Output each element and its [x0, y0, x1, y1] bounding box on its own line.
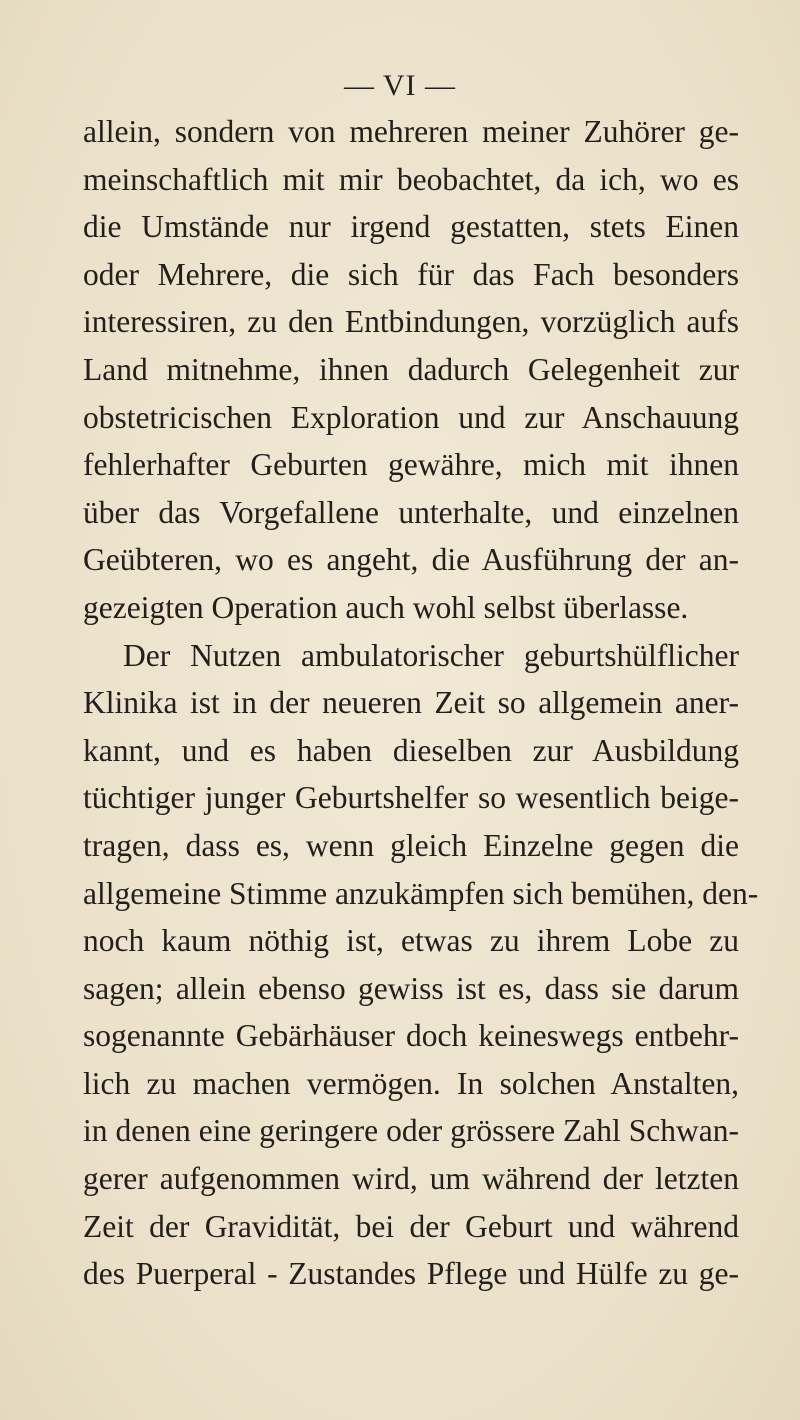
text-line: tüchtiger junger Geburtshelfer so wesentlich beige- — [83, 780, 739, 816]
text-line: oder Mehrere, die sich für das Fach besonders — [83, 256, 739, 292]
text-line: Klinika ist in der neueren Zeit so allgemein aner- — [83, 685, 739, 721]
text-line: gerer aufgenommen wird, um während der letzten — [83, 1161, 739, 1197]
text-line: interessiren, zu den Entbindungen, vorzüglich aufs — [83, 304, 739, 340]
text-line: sogenannte Gebärhäuser doch keineswegs entbehr- — [83, 1018, 739, 1054]
text-line: meinschaftlich mit mir beobachtet, da ich, wo es — [83, 161, 739, 197]
text-line: des Puerperal - Zustandes Pflege und Hülfe zu ge- — [83, 1256, 739, 1292]
text-line: tragen, dass es, wenn gleich Einzelne gegen die — [83, 827, 739, 863]
text-line: obstetricischen Exploration und zur Anschauung — [83, 399, 739, 435]
text-line: in denen eine geringere oder grössere Zahl Schwan- — [83, 1113, 739, 1149]
text-line: sagen; allein ebenso gewiss ist es, dass sie darum — [83, 970, 739, 1006]
text-line: über das Vorgefallene unterhalte, und einzelnen — [83, 494, 739, 530]
text-line: lich zu machen vermögen. In solchen Anstalten, — [83, 1065, 739, 1101]
page-number: — VI — — [343, 69, 457, 102]
text-line: Land mitnehme, ihnen dadurch Gelegenheit zur — [83, 351, 739, 387]
text-line: Geübteren, wo es angeht, die Ausführung der an- — [83, 542, 739, 578]
text-line: kannt, und es haben dieselben zur Ausbildung — [83, 732, 739, 768]
text-line: noch kaum nöthig ist, etwas zu ihrem Lobe zu — [83, 923, 739, 959]
text-line: Zeit der Gravidität, bei der Geburt und während — [83, 1208, 739, 1244]
text-line: allgemeine Stimme anzukämpfen sich bemühen, den- — [83, 875, 759, 911]
text-line: fehlerhafter Geburten gewähre, mich mit ihnen — [83, 447, 739, 483]
text-line: die Umstände nur irgend gestatten, stets Einen — [83, 209, 739, 245]
paragraph-end-line: gezeigten Operation auch wohl selbst überlasse. — [83, 589, 689, 625]
body-text — [83, 108, 759, 1298]
text-line: allein, sondern von mehreren meiner Zuhörer ge- — [83, 114, 739, 149]
paragraph-start-line: Der Nutzen ambulatorischer geburtshülflicher — [123, 637, 739, 673]
